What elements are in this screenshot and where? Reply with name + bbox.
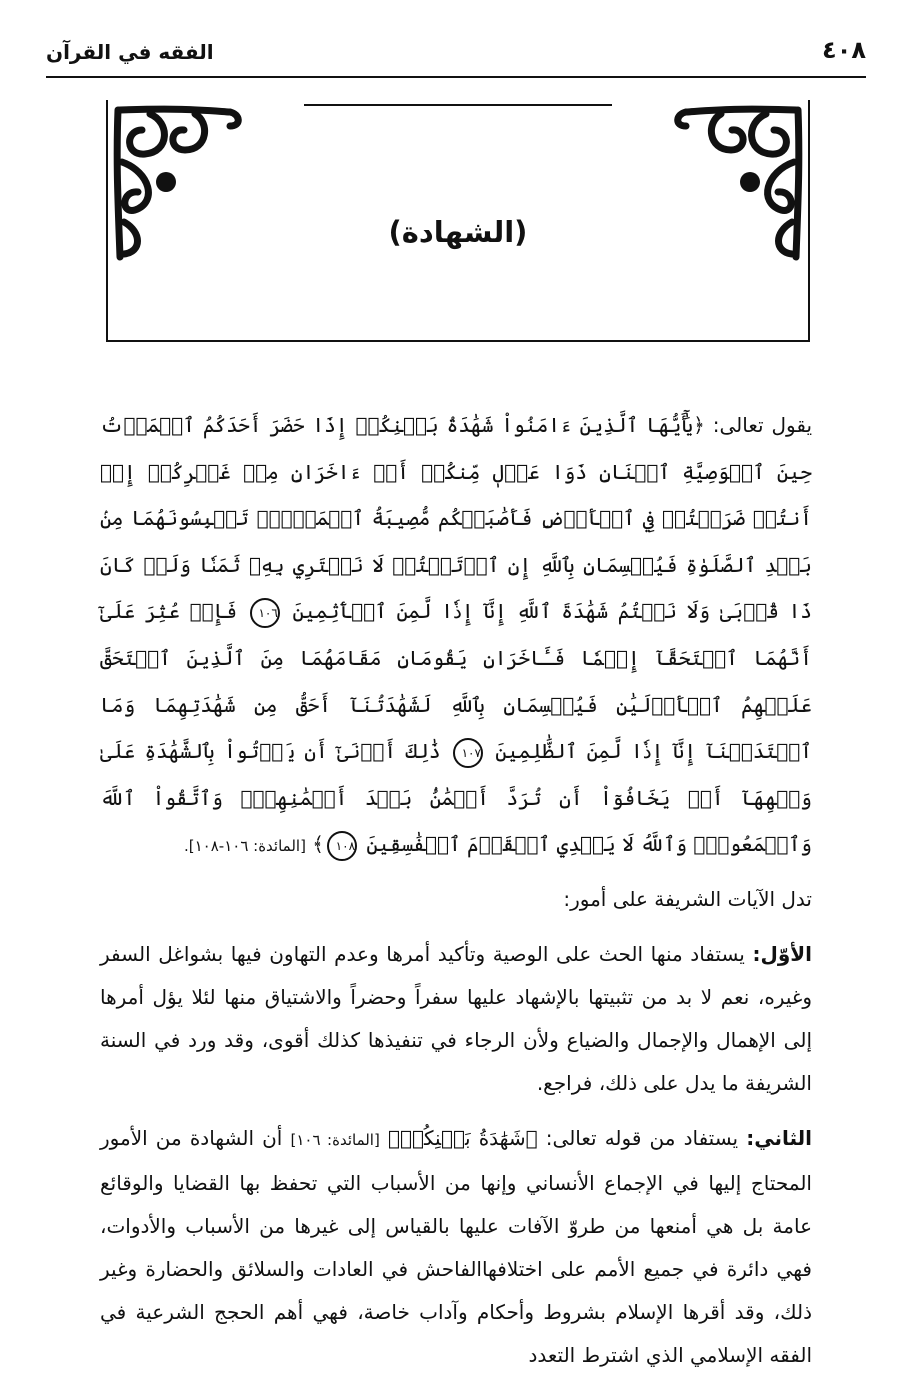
verse-lead: يقول تعالى: <box>712 413 813 437</box>
ayah-number-badge: ١٠٧ <box>453 738 483 768</box>
open-bracket: ﴿ <box>693 413 705 437</box>
second-point-text-after: أن الشهادة من الأمور المحتاج إليها في الإجماع الأنساني وإنها من الأسباب التي تحفظ بها القضايا والوقائع عامة بل هي أمنعها من طروّ الآفات عليها بالقياس إلى غيرها من الأسباب والأدوات، فهي دائرة في جميع الأمم على اختلافهاالفاحش في العادات والسلائق والحضارة وغير ذلك، وقد أقرها الإسلام بشروط وأحكام وآداب خاصة، فهي أهم الحجج الشرعية في الفقه الإسلامي الذي اشترط التعدد <box>100 1125 812 1367</box>
inline-quote-reference: [المائدة: ١٠٦] <box>290 1130 380 1149</box>
first-point-label: الأوّل: <box>752 941 812 966</box>
ayah-number-badge: ١٠٦ <box>250 598 280 628</box>
section-title: (الشهادة) <box>388 215 528 249</box>
close-bracket: ﴾ <box>312 832 325 857</box>
ayah-number-badge: ١٠٨ <box>327 831 357 861</box>
verse-part: فَإِنۡ عُثِرَ عَلَىٰٓ أَنَّهُمَا ٱسۡتَحَقَّآ إِثۡمٗا فَـَٔاخَرَانِ يَقُومَانِ مَقَامَهُمَا مِنَ ٱلَّذِينَ ٱسۡتَحَقَّ عَلَيۡهِمُ ٱلۡأَوۡلَيَٰنِ فَيُقۡسِمَانِ بِٱللَّهِ لَشَهَٰدَتُنَآ أَحَقُّ مِن شَهَٰدَتِهِمَا وَمَا ٱعۡتَدَيۡنَآ إِنَّآ إِذٗا لَّمِنَ ٱلظَّٰلِمِينَ <box>100 599 813 764</box>
verse-part: ذَٰلِكَ أَدۡنَىٰٓ أَن يَأۡتُواْ بِٱلشَّهَٰدَةِ عَلَىٰ وَجۡهِهَآ أَوۡ يَخَافُوٓاْ أَن تُرَدَّ أَيۡمَٰنُۢ بَعۡدَ أَيۡمَٰنِهِمۡۗ وَٱتَّقُواْ ٱللَّهَ وَٱسۡمَعُواْۗ وَٱللَّهُ لَا يَهۡدِي ٱلۡقَوۡمَ ٱلۡفَٰسِقِينَ <box>100 739 812 857</box>
book-title: الفقه في القرآن <box>46 40 214 64</box>
second-point-text-before: يستفاد من قوله تعالى: <box>545 1125 739 1150</box>
inline-quran-quote: ﴿شَهَٰدَةُ بَيۡنِكُمۡ﴾ <box>387 1125 538 1150</box>
second-point-label: الثاني: <box>746 1125 813 1150</box>
verse-part: يَٰٓأَيُّهَا ٱلَّذِينَ ءَامَنُواْ شَهَٰدَةُ بَيۡنِكُمۡ إِذَا حَضَرَ أَحَدَكُمُ ٱلۡمَوۡتُ حِينَ ٱلۡوَصِيَّةِ ٱثۡنَانِ ذَوَا عَدۡلٖ مِّنكُمۡ أَوۡ ءَاخَرَانِ مِنۡ غَيۡرِكُمۡ إِنۡ أَنتُمۡ ضَرَبۡتُمۡ فِي ٱلۡأَرۡضِ فَأَصَٰبَتۡكُم مُّصِيبَةُ ٱلۡمَوۡتِۚ تَحۡبِسُونَهُمَا مِنۢ بَعۡدِ ٱلصَّلَوٰةِ فَيُقۡسِمَانِ بِٱللَّهِ إِنِ ٱرۡتَبۡتُمۡ لَا نَشۡتَرِي بِهِۦ ثَمَنٗا وَلَوۡ كَانَ ذَا قُرۡبَىٰ وَلَا نَكۡتُمُ شَهَٰدَةَ ٱللَّهِ إِنَّآ إِذٗا لَّمِنَ ٱلۡأٓثِمِينَ <box>100 413 813 624</box>
verse-reference: [المائدة: ١٠٦-١٠٨]. <box>183 837 306 856</box>
frame-top-border <box>304 104 612 106</box>
first-point-text: يستفاد منها الحث على الوصية وتأكيد أمرها وعدم التهاون فيها بشواغل السفر وغيره، نعم لا بد من تثبيتها بالإشهاد عليها سفراً وحضراً والاشتياق منها لئلا يؤل أمرها إلى الإهمال والإجمال والضياع ولأن الرجاء في تنفيذها كذلك أقوى، وقد ورد في السنة الشريفة ما يدل على ذلك، فراجع. <box>100 941 812 1095</box>
second-point-paragraph <box>100 1117 812 1377</box>
first-point-paragraph <box>100 933 812 1105</box>
title-frame <box>106 100 810 342</box>
page-number: ٤٠٨ <box>822 36 866 64</box>
intro-paragraph: تدل الآيات الشريفة على أمور: <box>563 886 812 911</box>
main-content <box>100 402 812 1389</box>
quran-verse-block <box>100 402 812 870</box>
page-header <box>46 30 866 78</box>
